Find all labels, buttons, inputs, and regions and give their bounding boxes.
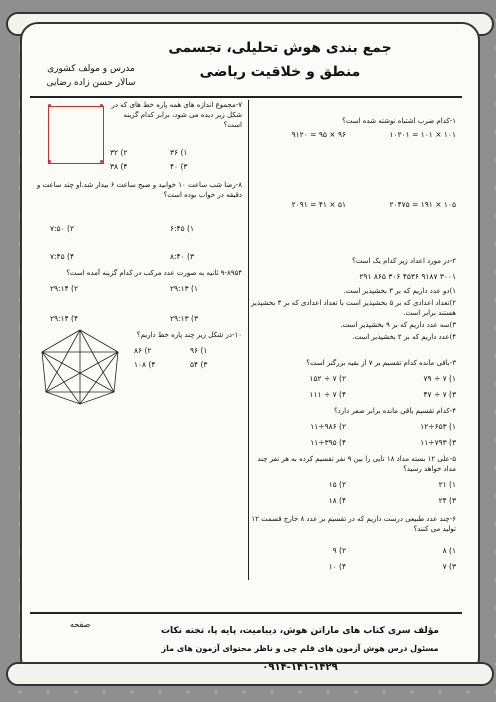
page-title: جمع بندی هوش تحلیلی، تجسمی [168, 40, 392, 56]
q6-option-2: ۲) ۹ [332, 546, 346, 555]
q3-option-4: ۴) ۷ ÷ ۱۱۱ [309, 390, 346, 399]
q5-option-3: ۳) ۲۴ [438, 496, 456, 505]
q9-option-1: ۱) ۲۹:۱۳ [170, 284, 198, 293]
q5-option-1: ۱) ۲۱ [438, 480, 456, 489]
q5-option-4: ۴) ۱۸ [328, 496, 346, 505]
q6-option-3: ۳) ۷ [442, 562, 456, 571]
question-1: ۱-کدام ضرب اشتباه نوشته شده است؟ [342, 117, 456, 125]
page-subtitle: منطق و خلاقیت ریاضی [199, 64, 361, 80]
q3-option-1: ۱) ۷ ÷ ۷۹ [423, 374, 456, 383]
q8-option-1: ۱) ۶:۴۵ [170, 224, 194, 233]
question-8: ۸-رضا شب ساعت ۱۰ خوابید و صبح ساعت ۶ بیدار شد.او چند ساعت و دقیقه در خواب بوده است؟ [36, 181, 242, 199]
q10-option-1: ۱) ۹۶ [190, 346, 208, 355]
question-6: ۶-چند عدد طبیعی درست داریم که در تقسیم بر عدد ۸ خارج قسمت ۱۲ تولید می کنند؟ [251, 515, 456, 533]
q9-option-3: ۳) ۲۹:۱۳ [170, 314, 198, 323]
footer-divider [30, 612, 462, 614]
q7-option-3: ۳) ۴۰ [170, 162, 188, 171]
question-5: ۵-علی ۱۲ بسته مداد ۱۸ تایی را بین ۹ نفر تقسیم کرده به هر نفر چند مداد خواهد رسید؟ [257, 455, 456, 473]
header-divider [30, 96, 462, 98]
question-4: ۴-کدام تقسیم باقی مانده برابر صفر دارد؟ [333, 407, 456, 415]
teacher-name: سالار حسن زاده رضایی [46, 78, 136, 88]
q10-figure [34, 326, 126, 406]
page-label: صفحه [70, 620, 91, 629]
q4-option-2: ۲) ۹۸۶÷۱۱ [310, 422, 346, 431]
q4-option-4: ۴) ۳۹۵÷۱۱ [310, 438, 346, 447]
footer-phone: ۰۹۱۴-۱۴۱-۱۴۲۹ [262, 662, 338, 673]
q3-option-2: ۲) ۷ ÷ ۱۵۲ [309, 374, 346, 383]
q8-option-2: ۲) ۷:۵۰ [50, 224, 74, 233]
q7-figure-point [100, 160, 103, 163]
q2-option-2: ۲)تعداد اعدادی که بر ۵ بخشپذیر است با تعداد اعدادی که بر ۳ بخشپذیر هستند برابر است. [251, 299, 456, 317]
q7-option-2: ۲) ۳۲ [110, 148, 128, 157]
q3-option-3: ۳) ۷ ÷ ۴۷ [423, 390, 456, 399]
q5-option-2: ۲) ۱۵ [328, 480, 346, 489]
footer-author-line: مؤلف سری کتاب های ماراتن هوش، دیبامیت، پایه پا، تخته نکات [160, 626, 439, 636]
q10-option-4: ۴) ۱۰۸ [134, 360, 156, 369]
q8-option-3: ۳) ۸:۴۰ [170, 252, 194, 261]
q10-option-2: ۲) ۸۶ [134, 346, 152, 355]
q7-figure-point [48, 160, 51, 163]
question-10: ۱۰-در شکل زیر چند پاره خط داریم؟ [136, 331, 242, 339]
q9-option-2: ۲) ۲۹:۱۴ [50, 284, 78, 293]
q10-option-3: ۳) ۵۴ [190, 360, 208, 369]
q7-option-4: ۴) ۳۸ [110, 162, 128, 171]
q7-figure-point [48, 104, 51, 107]
q4-option-1: ۱) ۶۵۳÷۱۲ [420, 422, 456, 431]
q1-option-3: ۱۰۵ × ۱۹۱ = ۲۰۴۷۵ [389, 200, 456, 209]
q7-figure-point [100, 104, 103, 107]
q2-option-4: ۴)عدد داریم که بر ۲ بخشپذیر است. [352, 333, 456, 341]
q6-option-1: ۱) ۸ [442, 546, 456, 555]
footer-role-line: مسئول درس هوش آزمون های قلم چی و ناظر محتوای آزمون های ماز [161, 644, 439, 653]
q1-option-1: ۱۰۱ × ۱۰۱ = ۱۰۲۰۱ [389, 130, 456, 139]
q1-option-2: ۹۶ × ۹۵ = ۹۱۲۰ [291, 130, 346, 139]
q6-option-4: ۴) ۱۰ [328, 562, 346, 571]
q2-numbers: ۳۰۰۱ ۹۱۸۷ ۴۵۳۶ ۳۰۶ ۸۶۵ ۲۹۱ [359, 272, 456, 281]
teacher-role: مدرس و مولف کشوری [47, 64, 135, 74]
question-7: ۷-مجموع اندازه های همه پاره خط های که در شکل زیر دیده می شود، برابر کدام گزینه است؟ [111, 101, 242, 129]
question-2: ۲-در مورد اعداد زیر کدام یک است؟ [352, 257, 456, 265]
q7-option-1: ۱) ۳۶ [170, 148, 188, 157]
q7-figure [48, 106, 104, 164]
question-3: ۳-باقی مانده کدام تقسیم بر ۷ از بقیه بزرگتر است؟ [306, 359, 456, 367]
q2-option-1: ۱)دو عدد داریم که بر ۳ بخشپذیر است. [343, 287, 456, 295]
question-9: ۹-۸۹۵۴ ثانیه به صورت عدد مرکب در کدام گزینه آمده است؟ [66, 269, 242, 277]
q1-option-4: ۵۱ × ۴۱ = ۲۰۹۱ [291, 200, 346, 209]
q9-option-4: ۴) ۲۹:۱۴ [50, 314, 78, 323]
q4-option-3: ۳) ۷۹۳÷۱۱ [420, 438, 456, 447]
q2-option-3: ۳)سه عدد داریم که بر ۹ بخشپذیر است. [340, 321, 456, 329]
q8-option-4: ۴) ۷:۴۵ [50, 252, 74, 261]
